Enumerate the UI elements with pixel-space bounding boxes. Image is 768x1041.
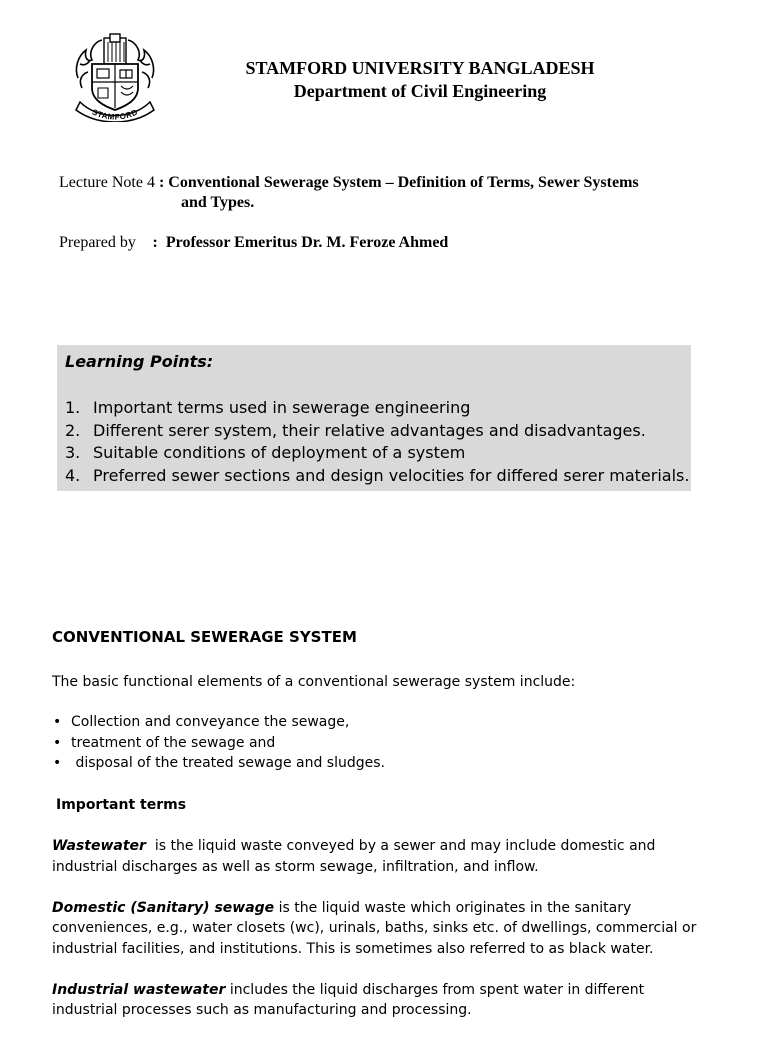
list-text: disposal of the treated sewage and sludges. xyxy=(71,755,385,771)
term-paragraph-domestic-sewage xyxy=(52,898,712,960)
term-definition: is the liquid waste which originates in the sanitary conveniences, e.g., water closets (wc), urinals, baths, sinks etc. of dwellings, commercial or industrial facilities, and institutions. This is sometimes also referred to as black water. xyxy=(52,899,697,957)
stamford-crest-icon xyxy=(70,30,160,122)
list-number: 4. xyxy=(65,466,81,486)
author-name: Professor Emeritus Dr. M. Feroze Ahmed xyxy=(165,234,449,251)
important-terms-heading: Important terms xyxy=(56,796,187,813)
section-intro: The basic functional elements of a conventional sewerage system include: xyxy=(52,673,576,690)
department-name: Department of Civil Engineering xyxy=(293,81,547,101)
lecture-label: Lecture Note 4 xyxy=(59,174,155,191)
list-number: 3. xyxy=(65,443,81,463)
term-definition: is the liquid waste conveyed by a sewer and may include domestic and industrial discharges as well as storm sewage, infiltration, and inflow. xyxy=(52,838,660,875)
lecture-title: Conventional Sewerage System – Definition of Terms, Sewer Systems xyxy=(168,174,639,191)
university-name: STAMFORD UNIVERSITY BANGLADESH xyxy=(245,58,595,78)
list-text: Different serer system, their relative advantages and disadvantages. xyxy=(93,420,646,440)
list-text: Suitable conditions of deployment of a system xyxy=(93,443,466,463)
list-item xyxy=(65,420,689,443)
logo-banner-text: STAMFORD xyxy=(90,107,140,122)
learning-points-title: Learning Points: xyxy=(65,352,214,371)
list-item xyxy=(65,465,689,488)
list-text: treatment of the sewage and xyxy=(71,734,276,751)
learning-points-list xyxy=(65,397,689,488)
list-item xyxy=(52,753,712,774)
list-text: Collection and conveyance the sewage, xyxy=(71,714,350,730)
list-item xyxy=(65,442,689,465)
list-item xyxy=(52,712,712,733)
section-title: CONVENTIONAL SEWERAGE SYSTEM xyxy=(52,628,357,646)
sewerage-section xyxy=(52,627,712,1041)
lecture-title-continued: and Types. xyxy=(181,194,255,211)
list-text: Important terms used in sewerage engineering xyxy=(93,398,471,417)
term-label: Industrial wastewater xyxy=(52,981,226,998)
list-text: Preferred sewer sections and design velocities for differed serer materials. xyxy=(93,466,690,486)
term-label: Wastewater xyxy=(52,838,146,854)
lecture-note xyxy=(59,173,699,213)
prepared-separator: : xyxy=(152,234,158,251)
term-paragraph-wastewater xyxy=(52,836,712,877)
term-label: Domestic (Sanitary) sewage xyxy=(52,899,275,916)
list-item xyxy=(65,397,689,420)
learning-points-box xyxy=(57,345,691,491)
list-number: 2. xyxy=(65,420,81,440)
bullet-icon: • xyxy=(53,755,62,771)
term-paragraph-industrial-wastewater xyxy=(52,980,712,1021)
term-definition: includes the liquid discharges from spent water in different industrial processes such as manufacturing and processing. xyxy=(52,981,645,1018)
bullet-icon: • xyxy=(53,734,62,751)
lecture-separator: : xyxy=(158,174,165,191)
list-number: 1. xyxy=(65,398,81,417)
prepared-by xyxy=(59,233,448,253)
prepared-label: Prepared by xyxy=(59,234,136,251)
bullet-icon: • xyxy=(53,714,62,730)
functional-elements-list xyxy=(52,712,712,774)
document-header xyxy=(160,57,680,103)
list-item xyxy=(52,733,712,754)
